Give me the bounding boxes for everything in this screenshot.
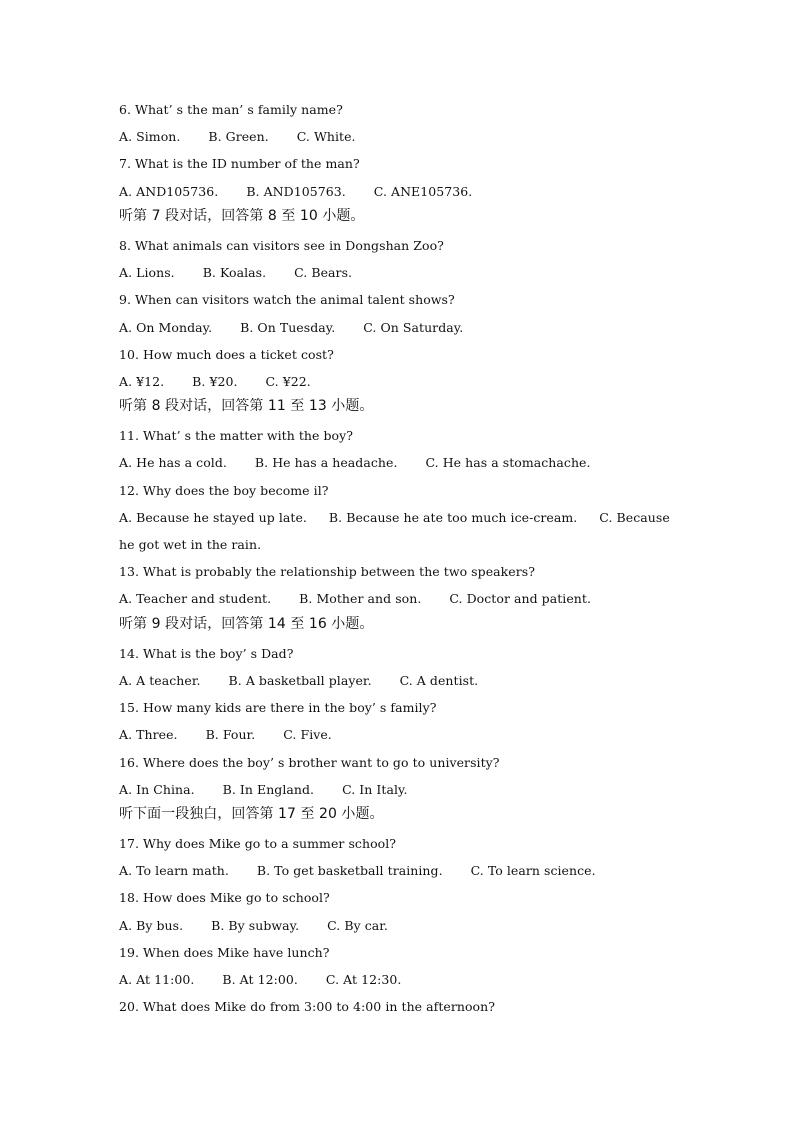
answer-options — [119, 123, 679, 150]
question-text: 6. What’ s the man’ s family name? — [119, 102, 343, 117]
answer-option: A. At 11:00. — [119, 972, 195, 988]
answer-option: B. By subway. — [211, 917, 300, 933]
question-text: 17. Why does Mike go to a summer school? — [119, 836, 397, 852]
section-instruction: 听第 9 段对话，回答第 14 至 16 小题。 — [119, 615, 374, 632]
answer-option: C. To learn science. — [470, 863, 596, 879]
answer-option: B. Because he ate too much ice-cream. — [328, 509, 578, 525]
section-instruction: 听第 7 段对话，回答第 8 至 10 小题。 — [119, 207, 365, 224]
question-text: 14. What is the boy’ s Dad? — [119, 645, 294, 661]
answer-option: B. AND105763. — [246, 183, 346, 199]
answer-option: A. A teacher. — [119, 672, 201, 688]
answer-option: A. He has a cold. — [119, 455, 227, 471]
question-text: 11. What’ s the matter with the boy? — [119, 428, 353, 444]
answer-options — [119, 449, 679, 476]
answer-option: C. In Italy. — [342, 781, 408, 797]
answer-option: B. To get basketball training. — [256, 863, 443, 879]
answer-options — [119, 178, 679, 205]
answer-options — [119, 314, 679, 341]
question-text: 7. What is the ID number of the man? — [119, 156, 360, 172]
answer-option: A. Lions. — [119, 265, 175, 281]
section-instruction: 听下面一段独白，回答第 17 至 20 小题。 — [119, 805, 384, 822]
question-text: 9. When can visitors watch the animal talent shows? — [119, 292, 455, 308]
answer-option: B. Green. — [208, 129, 269, 145]
answer-option: C. Bears. — [294, 265, 353, 281]
answer-options — [119, 857, 679, 884]
answer-option: B. Mother and son. — [299, 591, 422, 607]
answer-options — [119, 259, 679, 286]
answer-option: B. He has a headache. — [254, 455, 398, 471]
answer-option: C. He has a stomachache. — [425, 455, 591, 471]
answer-option: B. ¥20. — [192, 373, 238, 389]
answer-option: C. On Saturday. — [363, 319, 464, 335]
answer-options — [119, 368, 679, 395]
answer-options — [119, 504, 679, 558]
answer-option: B. Four. — [205, 727, 256, 743]
answer-options — [119, 966, 679, 993]
answer-options — [119, 912, 679, 939]
section-instruction: 听第 8 段对话，回答第 11 至 13 小题。 — [119, 398, 374, 415]
answer-option: A. By bus. — [119, 917, 184, 933]
answer-option: A. Teacher and student. — [119, 591, 272, 607]
answer-option: A. AND105736. — [119, 183, 219, 199]
exam-page — [119, 96, 679, 1020]
answer-option: C. By car. — [327, 917, 388, 933]
question-text: 19. When does Mike have lunch? — [119, 944, 330, 960]
answer-option: C. Doctor and patient. — [449, 591, 591, 607]
answer-option: C. ¥22. — [265, 373, 311, 389]
answer-option: A. Because he stayed up late. — [119, 509, 307, 525]
answer-option: B. A basketball player. — [228, 672, 372, 688]
question-text: 15. How many kids are there in the boy’ s family? — [119, 700, 437, 716]
answer-options — [119, 721, 679, 748]
answer-options — [119, 776, 679, 803]
question-text: 13. What is probably the relationship between the two speakers? — [119, 564, 535, 580]
question-text: 8. What animals can visitors see in Dongshan Zoo? — [119, 237, 444, 253]
answer-option: B. At 12:00. — [222, 972, 298, 988]
question-text: 12. Why does the boy become il? — [119, 482, 329, 498]
answer-option: B. In England. — [222, 781, 315, 797]
answer-option: A. In China. — [119, 781, 195, 797]
question-text: 18. How does Mike go to school? — [119, 890, 330, 906]
answer-option: A. ¥12. — [119, 373, 165, 389]
answer-option: C. White. — [296, 129, 356, 145]
answer-options — [119, 667, 679, 694]
answer-option: B. Koalas. — [202, 265, 267, 281]
question-text: 20. What does Mike do from 3:00 to 4:00 in the afternoon? — [119, 999, 495, 1015]
answer-option: C. At 12:30. — [325, 972, 402, 988]
answer-options — [119, 585, 679, 612]
answer-option: C. A dentist. — [399, 672, 479, 688]
answer-option: B. On Tuesday. — [240, 319, 336, 335]
answer-option: C. ANE105736. — [373, 183, 473, 199]
answer-option: C. Five. — [283, 727, 332, 743]
answer-option: A. Three. — [119, 727, 178, 743]
answer-option: A. On Monday. — [119, 319, 213, 335]
answer-option: A. Simon. — [119, 129, 181, 145]
question-text: 16. Where does the boy’ s brother want to go to university? — [119, 754, 500, 770]
answer-option: A. To learn math. — [119, 863, 229, 879]
question-text: 10. How much does a ticket cost? — [119, 346, 334, 362]
answer-option: C. Because he got wet in the rain. — [119, 509, 670, 553]
